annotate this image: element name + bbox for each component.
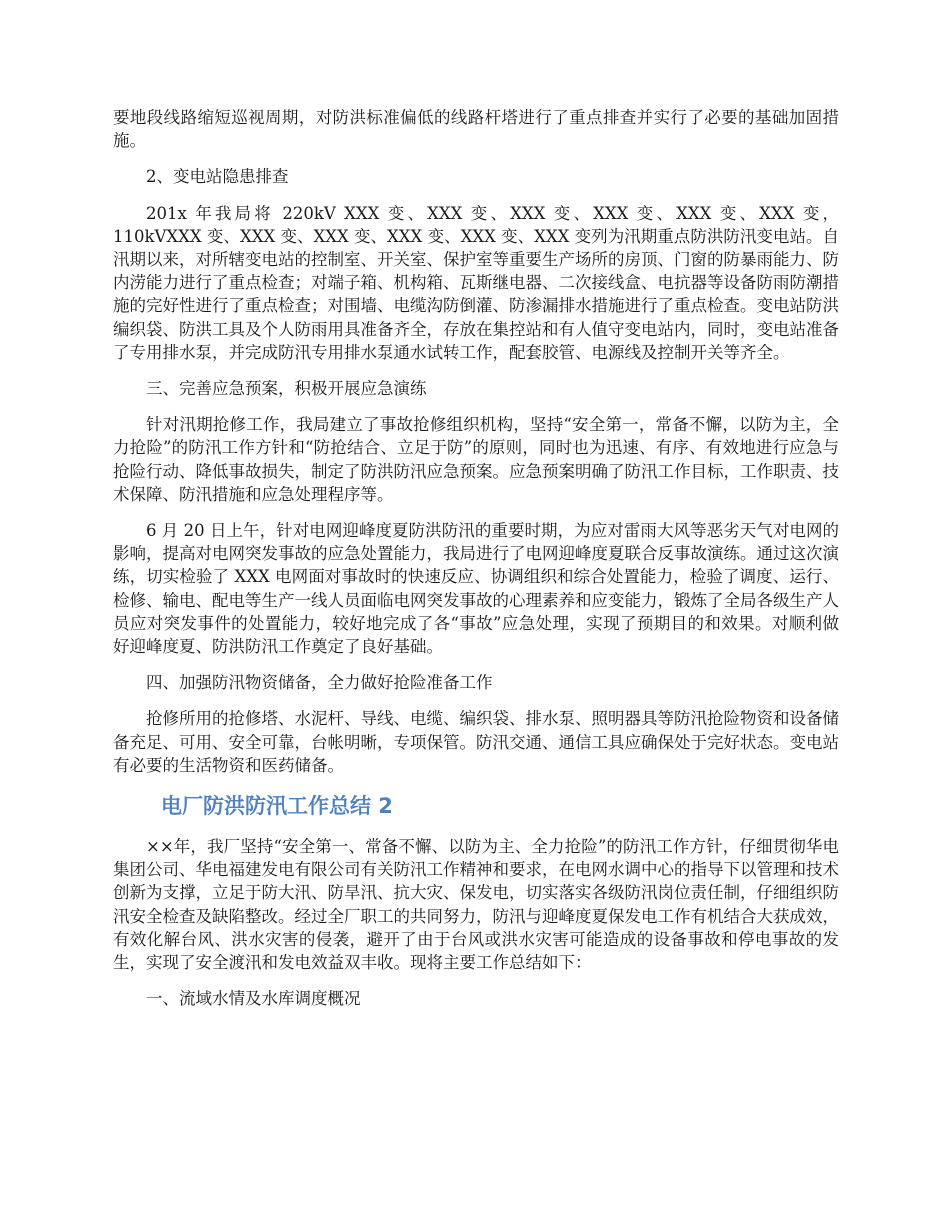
- subheading-substation-inspection: 2、变电站隐患排查: [146, 167, 289, 187]
- heading-material-reserve: 四、加强防汛物资储备，全力做好抢险准备工作: [146, 673, 493, 693]
- document-page: [113, 106, 839, 1024]
- paragraph-emergency-drill: 6 月 20 日上午，针对电网迎峰度夏防洪防汛的重要时期，为应对雷雨大风等恶劣天气对电网的影响，提高对电网突发事故的应急处置能力，我局进行了电网迎峰度夏联合反事故演练。通过这次演练，切实检验了 XXX 电网面对事故时的快速反应、协调组织和综合处置能力，检验了调度、运行、检修、输电、配电等生产一线人员面临电网突发事故的心理素养和应变能力，锻炼了全局各级生产人员应对突发事件的处置能力，较好地完成了各“事故”应急处理，实现了预期目的和效果。对顺利做好迎峰度夏、防洪防汛工作奠定了良好基础。: [113, 521, 839, 657]
- paragraph-substation-inspection: 201x 年我局将 220kV XXX 变、XXX 变、XXX 变、XXX 变、XXX 变、XXX 变，110kVXXX 变、XXX 变、XXX 变、XXX 变、XXX 变、XXX 变列为汛期重点防洪防汛变电站。自汛期以来，对所辖变电站的控制室、开关室、保护室等重要生产场所的房顶、门窗的防暴雨能力、防内涝能力进行了重点检查；对端子箱、机构箱、瓦斯继电器、二次接线盒、电抗器等设备防雨防潮措施的完好性进行了重点检查；对围墙、电缆沟防倒灌、防渗漏排水措施进行了重点检查。变电站防洪编织袋、防洪工具及个人防雨用具准备齐全，存放在集控站和有人值守变电站内，同时，变电站准备了专用排水泵，并完成防汛专用排水泵通水试转工作，配套胶管、电源线及控制开关等齐全。: [113, 203, 839, 362]
- paragraph-plant-summary: ××年，我厂坚持“安全第一、常备不懈、以防为主、全力抢险”的防汛工作方针，仔细贯彻华电集团公司、华电福建发电有限公司有关防汛工作精神和要求，在电网水调中心的指导下以管理和技术创新为支撑，立足于防大汛、防旱汛、抗大灾、保发电，切实落实各级防汛岗位责任制，仔细组织防汛安全检查及缺陷整改。经过全厂职工的共同努力，防汛与迎峰度夏保发电工作有机结合大获成效，有效化解台风、洪水灾害的侵袭，避开了由于台风或洪水灾害可能造成的设备事故和停电事故的发生，实现了安全渡汛和发电效益双丰收。现将主要工作总结如下：: [113, 837, 839, 973]
- paragraph-line-inspection: 要地段线路缩短巡视周期，对防洪标准偏低的线路杆塔进行了重点排查并实行了必要的基础加固措施。: [113, 108, 839, 151]
- heading-basin-water-regime: 一、流域水情及水库调度概况: [146, 989, 361, 1009]
- paragraph-emergency-organization: 针对汛期抢修工作，我局建立了事故抢修组织机构，坚持“安全第一，常备不懈，以防为主，全力抢险”的防汛工作方针和“防抢结合、立足于防”的原则，同时也为迅速、有序、有效地进行应急与抢险行动、降低事故损失，制定了防洪防汛应急预案。应急预案明确了防汛工作目标，工作职责、技术保障、防汛措施和应急处理程序等。: [113, 415, 839, 504]
- heading-emergency-plan: 三、完善应急预案，积极开展应急演练: [146, 379, 427, 399]
- section-title: 电厂防洪防汛工作总结 2: [161, 794, 393, 819]
- paragraph-material-reserve: 抢修所用的抢修塔、水泥杆、导线、电缆、编织袋、排水泵、照明器具等防汛抢险物资和设备储备充足、可用、安全可靠，台帐明晰，专项保管。防汛交通、通信工具应确保处于完好状态。变电站有必要的生活物资和医药储备。: [113, 709, 839, 775]
